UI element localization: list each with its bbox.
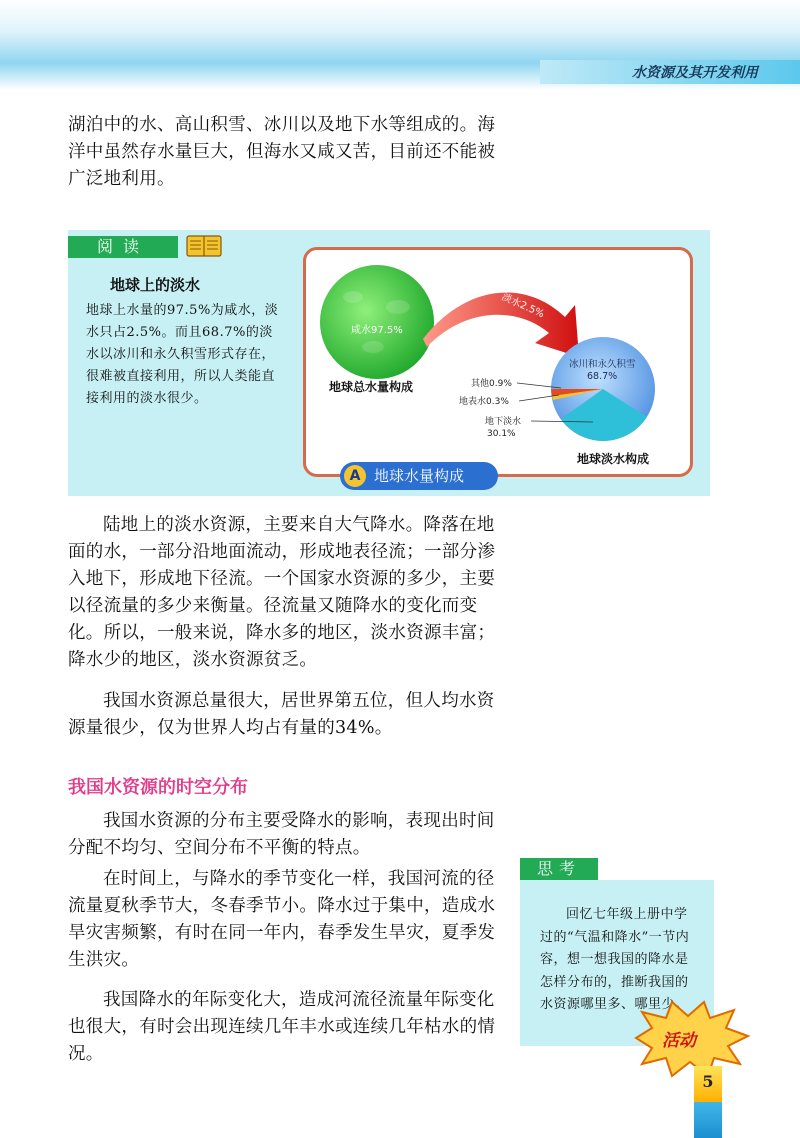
- figure-caption: 地球水量构成: [340, 462, 498, 490]
- slice-value-glacier: 68.7%: [587, 371, 618, 382]
- figure-caption-badge: A: [344, 465, 366, 487]
- paragraph-distribution: 我国水资源的分布主要受降水的影响，表现出时间分配不均匀、空间分布不平衡的特点。: [68, 811, 495, 858]
- fresh-water-label: 地球淡水构成: [577, 452, 650, 466]
- paragraph-china-water-total: 我国水资源总量很大，居世界第五位，但人均水资源量很少，仅为世界人均占有量的34%。: [68, 691, 495, 738]
- water-composition-figure: [303, 247, 693, 477]
- intro-paragraph: 湖泊中的水、高山积雪、冰川以及地下水等组成的。海洋中虽然存水量巨大，但海水又咸又苦，目前还不能被广泛地利用。: [68, 115, 496, 189]
- page-header-title: 水资源及其开发利用: [632, 65, 758, 81]
- activity-label: 活动: [662, 1031, 696, 1051]
- slice-label-other: 其他0.9%: [471, 379, 512, 389]
- paragraph-freshwater-source: 陆地上的淡水资源，主要来自大气降水。降落在地面的水，一部分沿地面流动，形成地表径流；一部分渗入地下，形成地下径流。一个国家水资源的多少，主要以径流量的多少来衡量。径流量又随降水的变化而变化。所以，一般来说，降水多的地区，淡水资源丰富；降水少的地区，淡水资源贫乏。: [68, 515, 496, 670]
- section-title: 我国水资源的时空分布: [68, 777, 248, 798]
- slice-label-glacier: 冰川和永久积雪: [569, 359, 636, 370]
- think-tab: [520, 858, 598, 880]
- reading-title: 地球上的淡水: [110, 276, 201, 294]
- reading-tab: [68, 236, 178, 258]
- reading-tab-label: 阅读: [96, 237, 149, 256]
- slice-label-groundwater: 地下淡水: [485, 417, 522, 427]
- salt-water-label: 咸水97.5%: [351, 325, 403, 336]
- activity-burst-icon: [628, 998, 752, 1078]
- earth-total-label: 地球总水量构成: [329, 380, 414, 394]
- paragraph-time-distribution: 在时间上，与降水的季节变化一样，我国河流的径流量夏秋季节大，冬春季节小。降水过于集中，造成水旱灾害频繁，有时在同一年内，春季发生旱灾，夏季发生洪灾。: [68, 869, 496, 970]
- paragraph-interannual: 我国降水的年际变化大，造成河流径流量年际变化也很大，有时会出现连续几年丰水或连续几年枯水的情况。: [68, 990, 496, 1064]
- think-text: 回忆七年级上册中学过的“气温和降水”一节内容，想一想我国的降水是怎样分布的，推断我国的水资源哪里多、哪里少。: [540, 907, 690, 1012]
- slice-value-groundwater: 30.1%: [487, 429, 516, 439]
- book-icon: [186, 234, 222, 258]
- slice-label-surface: 地表水0.3%: [459, 397, 509, 407]
- page-number: 5: [702, 1072, 714, 1091]
- reading-text: 地球上水量的97.5%为咸水，淡水只占2.5%。而且68.7%的淡水以冰川和永久积雪形式存在，很难被直接利用，所以人类能直接利用的淡水很少。: [86, 303, 279, 406]
- think-tab-label: 思考: [536, 859, 581, 878]
- earth-globe: [320, 265, 434, 379]
- arrow-label: 淡水2.5%: [499, 291, 546, 321]
